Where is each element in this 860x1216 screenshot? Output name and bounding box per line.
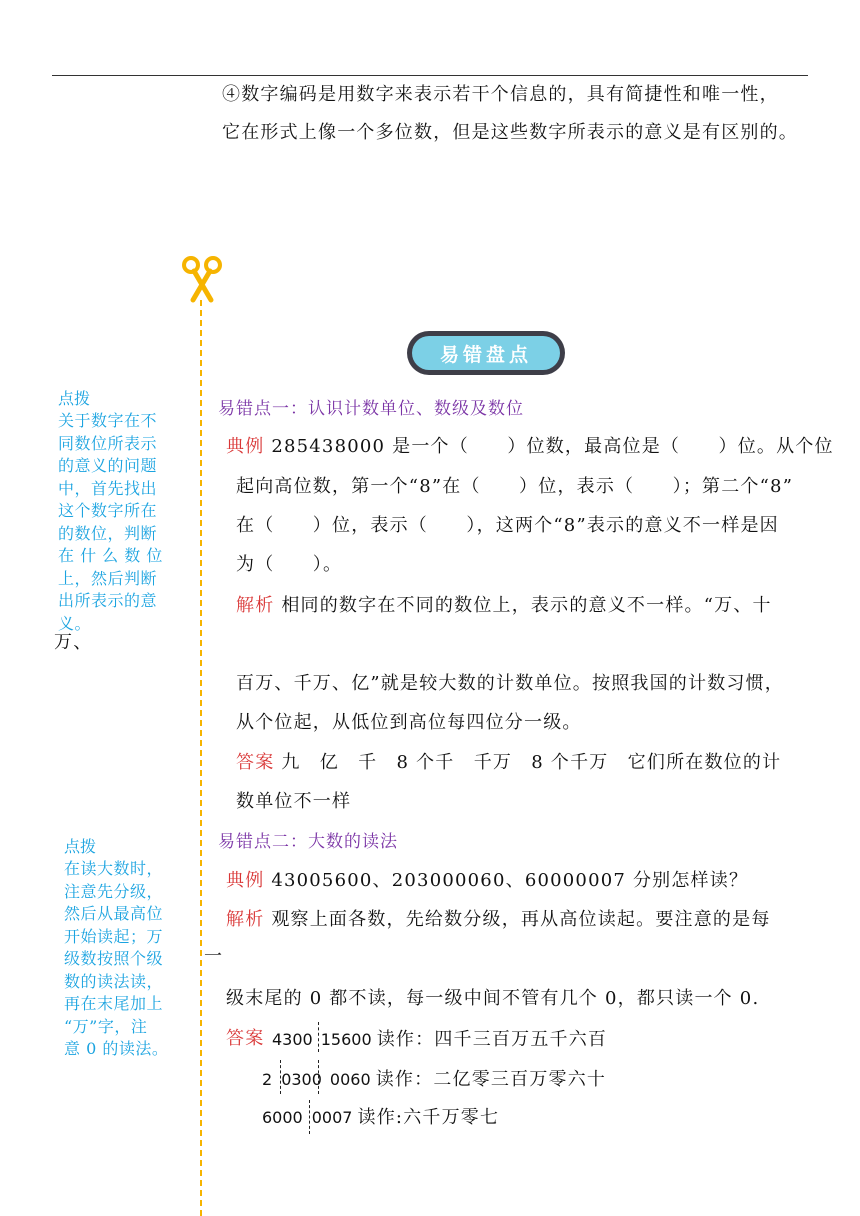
group-separator [318,1022,319,1052]
point1-analysis-line-1 [236,591,772,617]
digit-group: 0300 [281,1070,322,1089]
digit-group: 0060 [329,1070,371,1089]
tip2-line: 意 0 的读法。 [64,1039,169,1058]
tip1-text [58,410,163,635]
point1-analysis-line-3: 从个位起，从低位到高位每四位分一级。 [236,712,582,733]
section-badge [407,331,565,375]
tip1-line: 中，首先找出 [58,478,158,498]
answer-row-1 [272,1025,607,1051]
tip2-line: 在读大数时， [64,859,164,878]
tip2-text [64,858,168,1061]
digit-group: 15600 [320,1030,372,1049]
example-text: 285438000 是一个（ ）位数，最高位是（ ）位。从个位 [264,436,834,457]
point2-example-line [226,866,748,892]
answer-row-3 [262,1103,499,1129]
analysis-tag: 解析 [226,909,265,930]
group-separator [318,1060,319,1094]
cut-line [200,300,202,1216]
tip2-line: “万”字，注 [64,1016,148,1036]
tip1-line: 出所表示的意 [58,591,158,610]
reading-text: 读作：二亿零三百万零六十 [375,1069,607,1090]
answer-tag: 答案 [236,752,275,773]
stray-dash: 一 [204,946,224,967]
point1-example-line-2: 起向高位数，第一个“8”在（ ）位，表示（ ）；第二个“8” [236,476,794,497]
tip2-line: 再在末尾加上 [64,994,164,1013]
tip1-line: 同数位所表示 [58,433,158,453]
tip1-line: 义。 [58,613,92,633]
tip2-title: 点拨 [64,837,97,856]
point2-analysis-line-2: 级末尾的 0 都不读，每一级中间不管有几个 0，都只读一个 0. [226,988,760,1009]
point1-answer-line-1 [236,748,781,774]
digit-group: 0007 [311,1108,353,1127]
section-badge-label: 易错盘点 [412,336,560,370]
tip1-line: 的意义的问题 [58,456,158,475]
tip1-line: 在 什 么 数 位 [58,546,163,565]
point1-answer-line-2: 数单位不一样 [236,791,352,812]
point1-example-line-4: 为（ ）。 [236,554,343,575]
point1-example-line-3: 在（ ）位，表示（ ），这两个“8”表示的意义不一样是因 [236,515,779,536]
tip1-title: 点拨 [58,389,91,408]
tip1-line: 的数位，判断 [58,523,158,543]
digit-group: 2 [262,1070,273,1089]
point2-analysis-line-1 [226,905,771,931]
reading-text: 读作：四千三百万五千六百 [376,1029,608,1050]
tip2-line: 数的读法读， [64,971,164,991]
stray-fragment: 万、 [54,632,93,653]
top-rule [52,75,808,76]
analysis-text: 观察上面各数，先给数分级，再从高位读起。要注意的是每 [264,909,771,930]
intro-line-2: 它在形式上像一个多位数，但是这些数字所表示的意义是有区别的。 [222,122,798,143]
intro-line-1: ④数字编码是用数字来表示若干个信息的，具有简捷性和唯一性， [222,84,779,105]
reading-text: 读作:六千万零七 [357,1107,500,1128]
group-separator [280,1060,281,1094]
example-text: 43005600、203000060、60000007 分别怎样读？ [264,870,749,891]
scissors-icon [180,254,224,304]
tip2-line: 级数按照个级 [64,949,164,968]
point1-analysis-line-2: 百万、千万、亿”就是较大数的计数单位。按照我国的计数习惯， [236,673,784,694]
point1-heading: 易错点一：认识计数单位、数级及数位 [218,399,524,419]
answer-row-2 [262,1065,606,1091]
tip1-line: 关于数字在不 [58,411,158,430]
analysis-text: 相同的数字在不同的数位上，表示的意义不一样。“万、十 [274,595,772,616]
digit-group: 4300 [272,1030,313,1049]
example-tag: 典例 [226,870,265,891]
point2-heading: 易错点二：大数的读法 [218,832,398,852]
tip1-line: 这个数字所在 [58,501,158,520]
tip2-line: 注意先分级， [64,881,164,901]
answer-tag: 答案 [226,1028,265,1049]
analysis-tag: 解析 [236,595,275,616]
point1-example-line-1 [226,432,834,458]
example-tag: 典例 [226,436,265,457]
group-separator [309,1100,310,1134]
point2-answer-tag [226,1024,264,1050]
tip1-line: 上，然后判断 [58,568,158,588]
tip2-line: 开始读起；万 [64,926,164,946]
answer-text: 九 亿 千 8 个千 千万 8 个千万 它们所在数位的计 [274,752,782,773]
tip2-line: 然后从最高位 [64,904,164,923]
digit-group: 6000 [262,1108,303,1127]
